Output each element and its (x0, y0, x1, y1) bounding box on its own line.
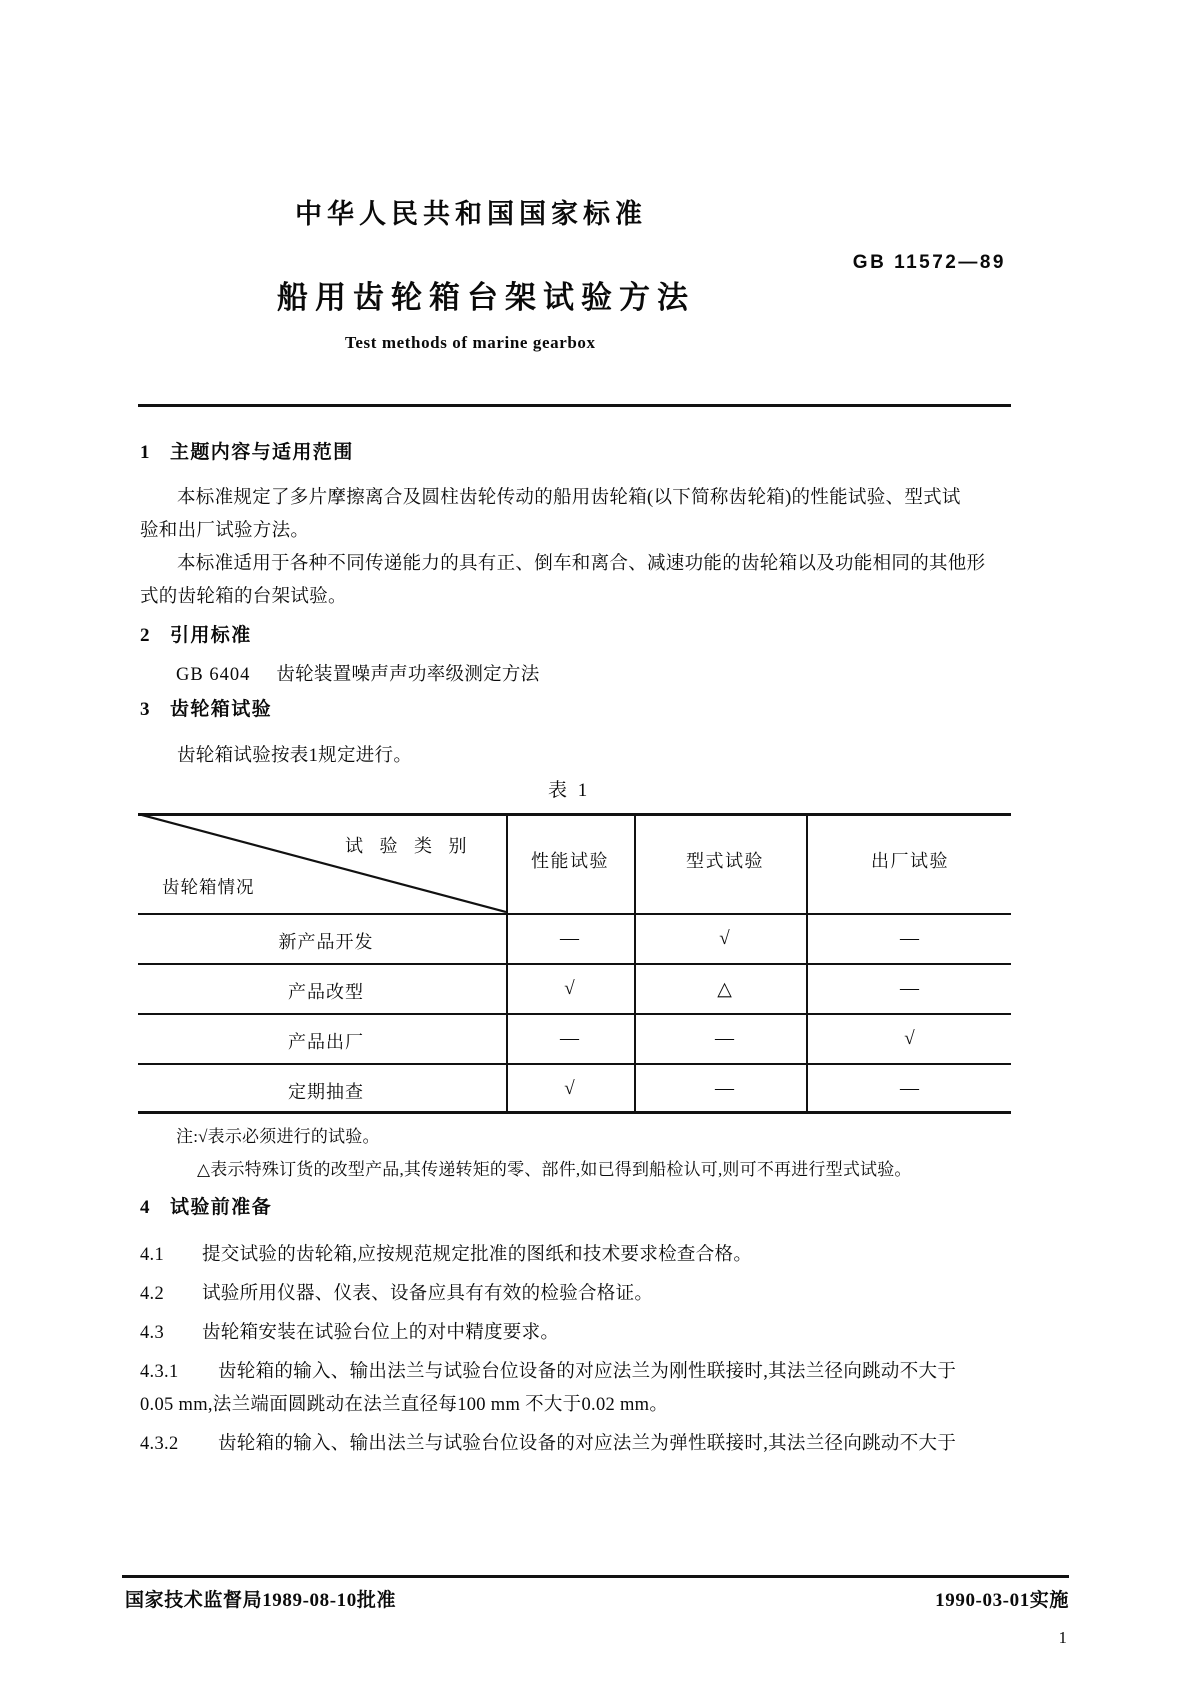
table-note-1: △表示特殊订货的改型产品,其传递转矩的零、部件,如已得到船检认可,则可不再进行型式试验。 (197, 1160, 912, 1179)
table-header-divider (138, 913, 1011, 915)
table-row: 产品改型 (288, 982, 364, 1002)
table-cell-2-1: — (715, 1028, 735, 1049)
referenced-standard-title: 齿轮装置噪声声功率级测定方法 (276, 665, 540, 685)
table-border-bottom (138, 1111, 1011, 1114)
table-cell-3-2: — (900, 1078, 920, 1099)
table-row: 产品出厂 (288, 1032, 364, 1052)
clause-4-3-label: 4.3 (140, 1323, 165, 1343)
page-title: 船用齿轮箱台架试验方法 (277, 280, 695, 315)
section-1-paragraph-2-line-2: 式的齿轮箱的台架试验。 (140, 587, 347, 607)
footer-divider (122, 1575, 1069, 1578)
table-cell-3-1: — (715, 1078, 735, 1099)
section-4-number: 4 (140, 1197, 151, 1218)
clause-4-3-1 (140, 1357, 956, 1383)
section-4-heading (140, 1192, 272, 1219)
table-caption: 表 1 (548, 780, 591, 801)
standard-organization: 中华人民共和国国家标准 (295, 199, 647, 229)
section-4-title: 试验前准备 (170, 1197, 273, 1218)
section-1-title: 主题内容与适用范围 (170, 442, 354, 463)
clause-4-2 (140, 1279, 653, 1305)
clause-4-2-label: 4.2 (140, 1284, 165, 1304)
table-cell-0-0: — (560, 928, 580, 949)
table-note-0: 注:√表示必须进行的试验。 (176, 1127, 380, 1146)
table-cell-3-0: √ (564, 1078, 576, 1099)
clause-4-3-1-continuation: 0.05 mm,法兰端面圆跳动在法兰直径每100 mm 不大于0.02 mm。 (140, 1395, 669, 1415)
table-cell-2-2: √ (904, 1028, 916, 1049)
referenced-standard-code: GB 6404 (176, 665, 251, 685)
table-cell-1-0: √ (564, 978, 576, 999)
table-cell-0-1: √ (719, 928, 731, 949)
section-2-number: 2 (140, 625, 151, 646)
table-cell-2-0: — (560, 1028, 580, 1049)
table-row-divider-3 (138, 1063, 1011, 1065)
table-row: 定期抽查 (288, 1082, 364, 1102)
clause-4-1-text: 提交试验的齿轮箱,应按规范规定批准的图纸和技术要求检查合格。 (202, 1245, 753, 1265)
header-divider (138, 404, 1011, 407)
section-1-number: 1 (140, 442, 151, 463)
table-row-divider-1 (138, 963, 1011, 965)
section-1-heading (140, 437, 354, 464)
table-column-header-0: 性能试验 (531, 851, 609, 871)
table-column-header-2: 出厂试验 (871, 851, 949, 871)
section-1-paragraph-1-line-2: 验和出厂试验方法。 (140, 521, 310, 541)
clause-4-3-2 (140, 1429, 956, 1455)
standard-code: GB 11572—89 (852, 252, 1006, 273)
section-1-paragraph-1-line-1: 本标准规定了多片摩擦离合及圆柱齿轮传动的船用齿轮箱(以下简称齿轮箱)的性能试验、型式试 (177, 488, 961, 508)
section-1-paragraph-2-line-1: 本标准适用于各种不同传递能力的具有正、倒车和离合、减速功能的齿轮箱以及功能相同的其他形 (177, 554, 986, 574)
table-stub-row-label: 齿轮箱情况 (162, 877, 255, 897)
table-cell-1-2: — (900, 978, 920, 999)
section-3-title: 齿轮箱试验 (170, 699, 273, 720)
section-3-number: 3 (140, 699, 151, 720)
clause-4-3-1-label: 4.3.1 (140, 1362, 179, 1382)
clause-4-1-label: 4.1 (140, 1245, 165, 1265)
clause-4-3-text: 齿轮箱安装在试验台位上的对中精度要求。 (202, 1323, 560, 1343)
table-cell-0-2: — (900, 928, 920, 949)
section-2-title: 引用标准 (170, 625, 252, 646)
page-title-english: Test methods of marine gearbox (345, 333, 596, 352)
footer-implementation: 1990-03-01实施 (935, 1590, 1069, 1611)
table-row: 新产品开发 (278, 932, 374, 952)
table-row-divider-2 (138, 1013, 1011, 1015)
page-number: 1 (1058, 1628, 1067, 1647)
section-3-heading (140, 694, 272, 721)
clause-4-3 (140, 1318, 559, 1344)
table-stub-column-label: 试 验 类 别 (345, 836, 473, 856)
clause-4-3-2-text-line-1: 齿轮箱的输入、输出法兰与试验台位设备的对应法兰为弹性联接时,其法兰径向跳动不大于 (218, 1434, 957, 1454)
section-3-intro: 齿轮箱试验按表1规定进行。 (177, 746, 413, 766)
table-cell-1-1: △ (717, 979, 733, 1000)
clause-4-1 (140, 1240, 752, 1266)
referenced-standard (176, 659, 540, 692)
section-2-heading (140, 620, 252, 647)
footer-approval: 国家技术监督局1989-08-10批准 (125, 1590, 397, 1611)
clause-4-3-2-label: 4.3.2 (140, 1434, 179, 1454)
clause-4-2-text: 试验所用仪器、仪表、设备应具有有效的检验合格证。 (202, 1284, 654, 1304)
table-column-header-1: 型式试验 (686, 851, 764, 871)
clause-4-3-1-text-line-1: 齿轮箱的输入、输出法兰与试验台位设备的对应法兰为刚性联接时,其法兰径向跳动不大于 (218, 1362, 957, 1382)
table-column-divider-2 (634, 815, 636, 1111)
